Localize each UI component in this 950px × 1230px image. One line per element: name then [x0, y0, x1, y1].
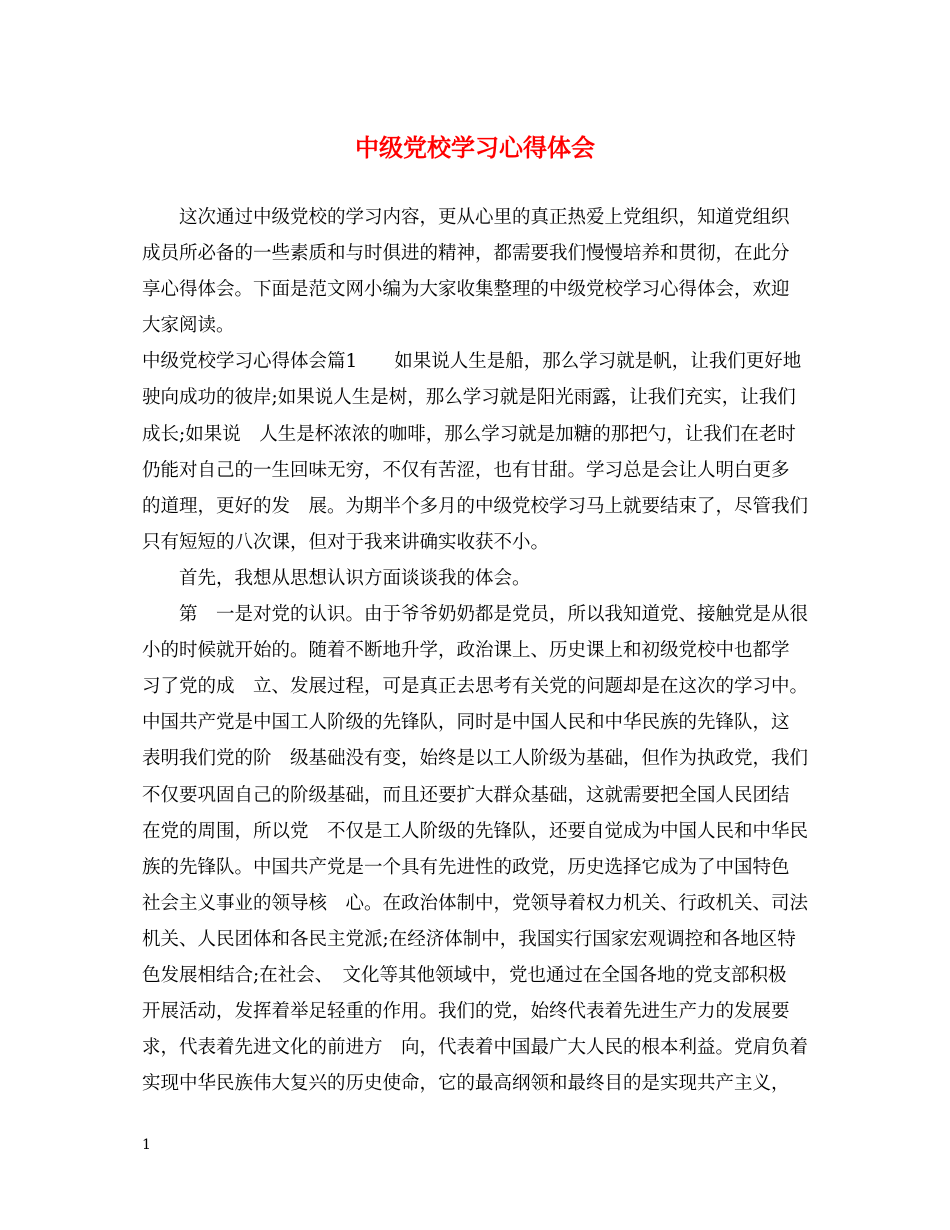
text-line: 小的时候就开始的。随着不断地升学，政治课上、历史课上和初级党校中也都学: [142, 640, 790, 662]
intro-paragraph: [142, 200, 812, 344]
text-line: 这次通过中级党校的学习内容，更从心里的真正热爱上党组织，知道党组织: [179, 207, 790, 228]
document-body: [142, 200, 812, 1102]
text-line: 在党的周围，所以党 不仅是工人阶级的先锋队，还要自觉成为中国人民和中华民: [142, 820, 809, 842]
page-number: 1: [142, 1137, 151, 1153]
text-line: 不仅要巩固自己的阶级基础，而且还要扩大群众基础，这就需要把全国人民团结: [142, 784, 790, 806]
text-line: 习了党的成 立、发展过程，可是真正去思考有关党的问题却是在这次的学习中。: [142, 676, 809, 698]
text-line: 中级党校学习心得体会篇1 如果说人生是船，那么学习就是帆，让我们更好地: [142, 351, 802, 373]
party-understanding-paragraph: [142, 597, 812, 1102]
text-line: 表明我们党的阶 级基础没有变，始终是以工人阶级为基础，但作为执政党，我们: [142, 748, 809, 770]
text-line: 实现中华民族伟大复兴的历史使命，它的最高纲领和最终目的是实现共产主义，: [142, 1073, 790, 1095]
text-line: 求，代表着先进文化的前进方 向，代表着中国最广大人民的根本利益。党肩负着: [142, 1037, 809, 1059]
text-line: 第 一是对党的认识。由于爷爷奶奶都是党员，所以我知道党、接触党是从很: [179, 604, 809, 626]
text-line: 只有短短的八次课，但对于我来讲确实收获不小。: [142, 531, 550, 553]
text-line: 大家阅读。: [142, 315, 235, 337]
text-line: 中国共产党是中国工人阶级的先锋队，同时是中国人民和中华民族的先锋队，这: [142, 712, 790, 734]
text-line: 仍能对自己的一生回味无穷，不仅有苦涩，也有甘甜。学习总是会让人明白更多: [142, 459, 790, 481]
text-line: 享心得体会。下面是范文网小编为大家收集整理的中级党校学习心得体会，欢迎: [142, 279, 790, 301]
section-one-paragraph: [142, 344, 812, 561]
text-line: 首先，我想从思想认识方面谈谈我的体会。: [179, 567, 531, 589]
text-line: 机关、人民团体和各民主党派;在经济体制中，我国实行国家宏观调控和各地区特: [142, 928, 796, 950]
text-line: 社会主义事业的领导核 心。在政治体制中，党领导着权力机关、行政机关、司法: [142, 892, 809, 914]
text-line: 成员所必备的一些素质和与时俱进的精神，都需要我们慢慢培养和贯彻，在此分: [142, 243, 790, 265]
text-line: 驶向成功的彼岸;如果说人生是树，那么学习就是阳光雨露，让我们充实，让我们: [142, 387, 796, 409]
text-line: 色发展相结合;在社会、 文化等其他领域中，党也通过在全国各地的党支部积极: [142, 964, 787, 986]
first-point-paragraph: [142, 561, 812, 597]
document-title: 中级党校学习心得体会: [355, 133, 595, 162]
text-line: 的道理，更好的发 展。为期半个多月的中级党校学习马上就要结束了，尽管我们: [142, 495, 809, 517]
text-line: 开展活动，发挥着举足轻重的作用。我们的党，始终代表着先进生产力的发展要: [142, 1001, 790, 1023]
text-line: 族的先锋队。中国共产党是一个具有先进性的政党，历史选择它成为了中国特色: [142, 856, 790, 878]
text-line: 成长;如果说 人生是杯浓浓的咖啡，那么学习就是加糖的那把勺，让我们在老时: [142, 423, 796, 445]
